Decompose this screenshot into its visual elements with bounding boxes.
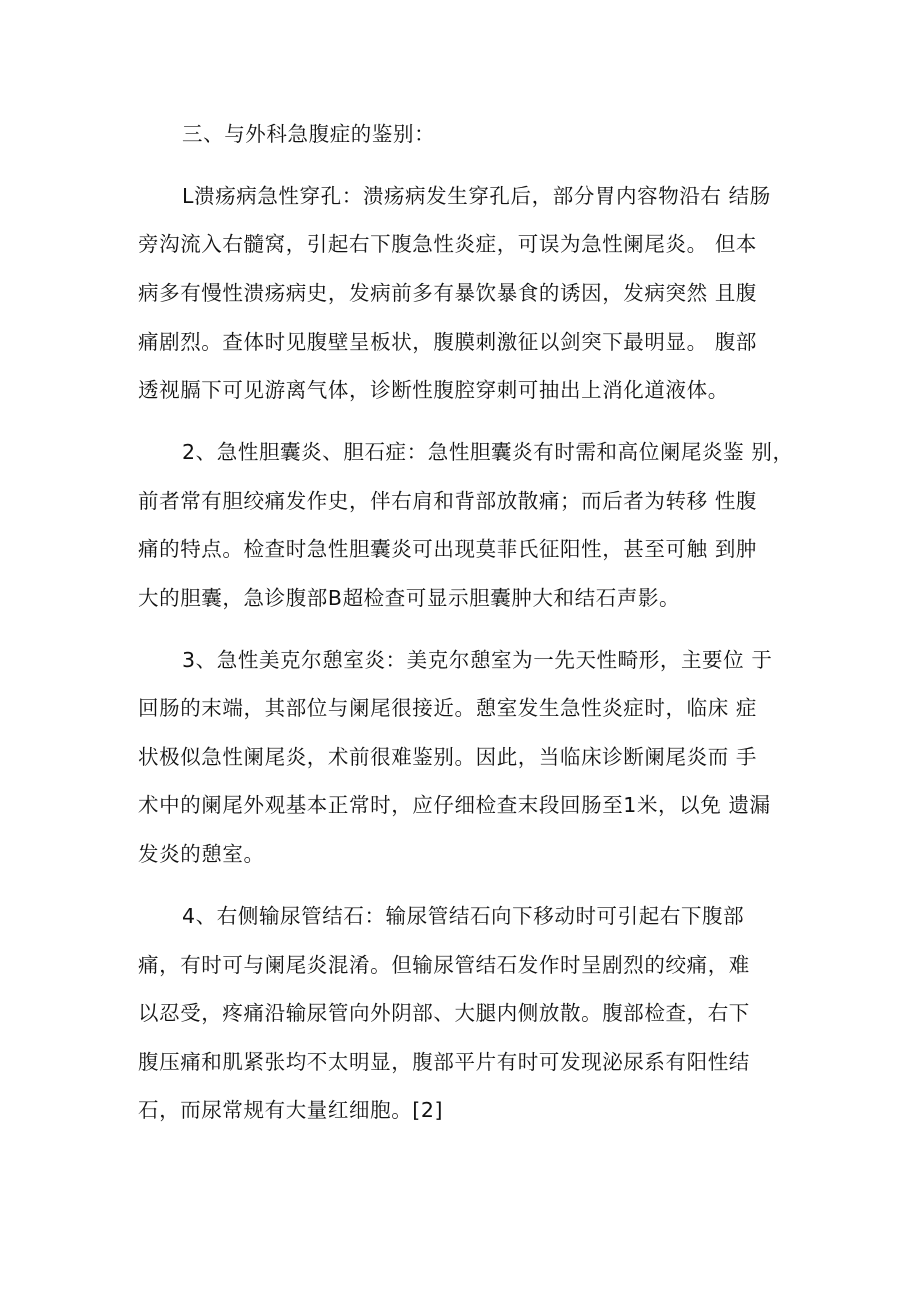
paragraph-3-line-4: 术中的阑尾外观基本正常时，应仔细检查末段回肠至1米，以免 遗漏: [138, 793, 771, 817]
paragraph-1-line-4: 痛剧烈。查体时见腹壁呈板状，腹膜刺激征以剑突下最明显。 腹部: [138, 330, 758, 354]
paragraph-1-line-1: L溃疡病急性穿孔：溃疡病发生穿孔后，部分胃内容物沿右 结肠: [182, 184, 771, 208]
paragraph-4-line-3: 以忍受，疼痛沿输尿管向外阴部、大腿内侧放散。腹部检查，右下: [138, 1001, 750, 1025]
paragraph-1-line-2: 旁沟流入右髓窝，引起右下腹急性炎症，可误为急性阑尾炎。 但本: [138, 232, 758, 256]
paragraph-4-line-5: 石，而尿常规有大量红细胞。[2]: [138, 1098, 444, 1122]
paragraph-4-line-4: 腹压痛和肌紧张均不太明显，腹部平片有时可发现泌尿系有阳性结: [138, 1050, 750, 1074]
paragraph-4-line-2: 痛，有时可与阑尾炎混淆。但输尿管结石发作时呈剧烈的绞痛，难: [138, 953, 750, 977]
paragraph-2-line-3: 痛的特点。检查时急性胆囊炎可出现莫菲氏征阳性，甚至可触 到肿: [138, 537, 758, 561]
paragraph-4-line-1: 4、右侧输尿管结石：输尿管结石向下移动时可引起右下腹部: [182, 904, 745, 928]
paragraph-1-line-5: 透视膈下可见游离气体，诊断性腹腔穿刺可抽出上消化道液体。: [138, 378, 729, 402]
paragraph-3-line-2: 回肠的末端，其部位与阑尾很接近。憩室发生急性炎症时，临床 症: [138, 696, 758, 720]
paragraph-3-line-3: 状极似急性阑尾炎，术前很难鉴别。因此，当临床诊断阑尾炎而 手: [138, 745, 758, 769]
paragraph-2-line-2: 前者常有胆绞痛发作史，伴右肩和背部放散痛；而后者为转移 性腹: [138, 489, 758, 513]
paragraph-2-line-1: 2、急性胆囊炎、胆石症：急性胆囊炎有时需和高位阑尾炎鉴 别，: [182, 440, 794, 464]
paragraph-1-line-3: 病多有慢性溃疡病史，发病前多有暴饮暴食的诱因，发病突然 且腹: [138, 281, 758, 305]
paragraph-2-line-4: 大的胆囊，急诊腹部B超检查可显示胆囊肿大和结石声影。: [138, 586, 681, 610]
section-heading: 三、与外科急腹症的鉴别：: [182, 122, 436, 146]
paragraph-3-line-1: 3、急性美克尔憩室炎：美克尔憩室为一先天性畸形，主要位 于: [182, 648, 773, 672]
paragraph-3-line-5: 发炎的憩室。: [138, 842, 265, 866]
